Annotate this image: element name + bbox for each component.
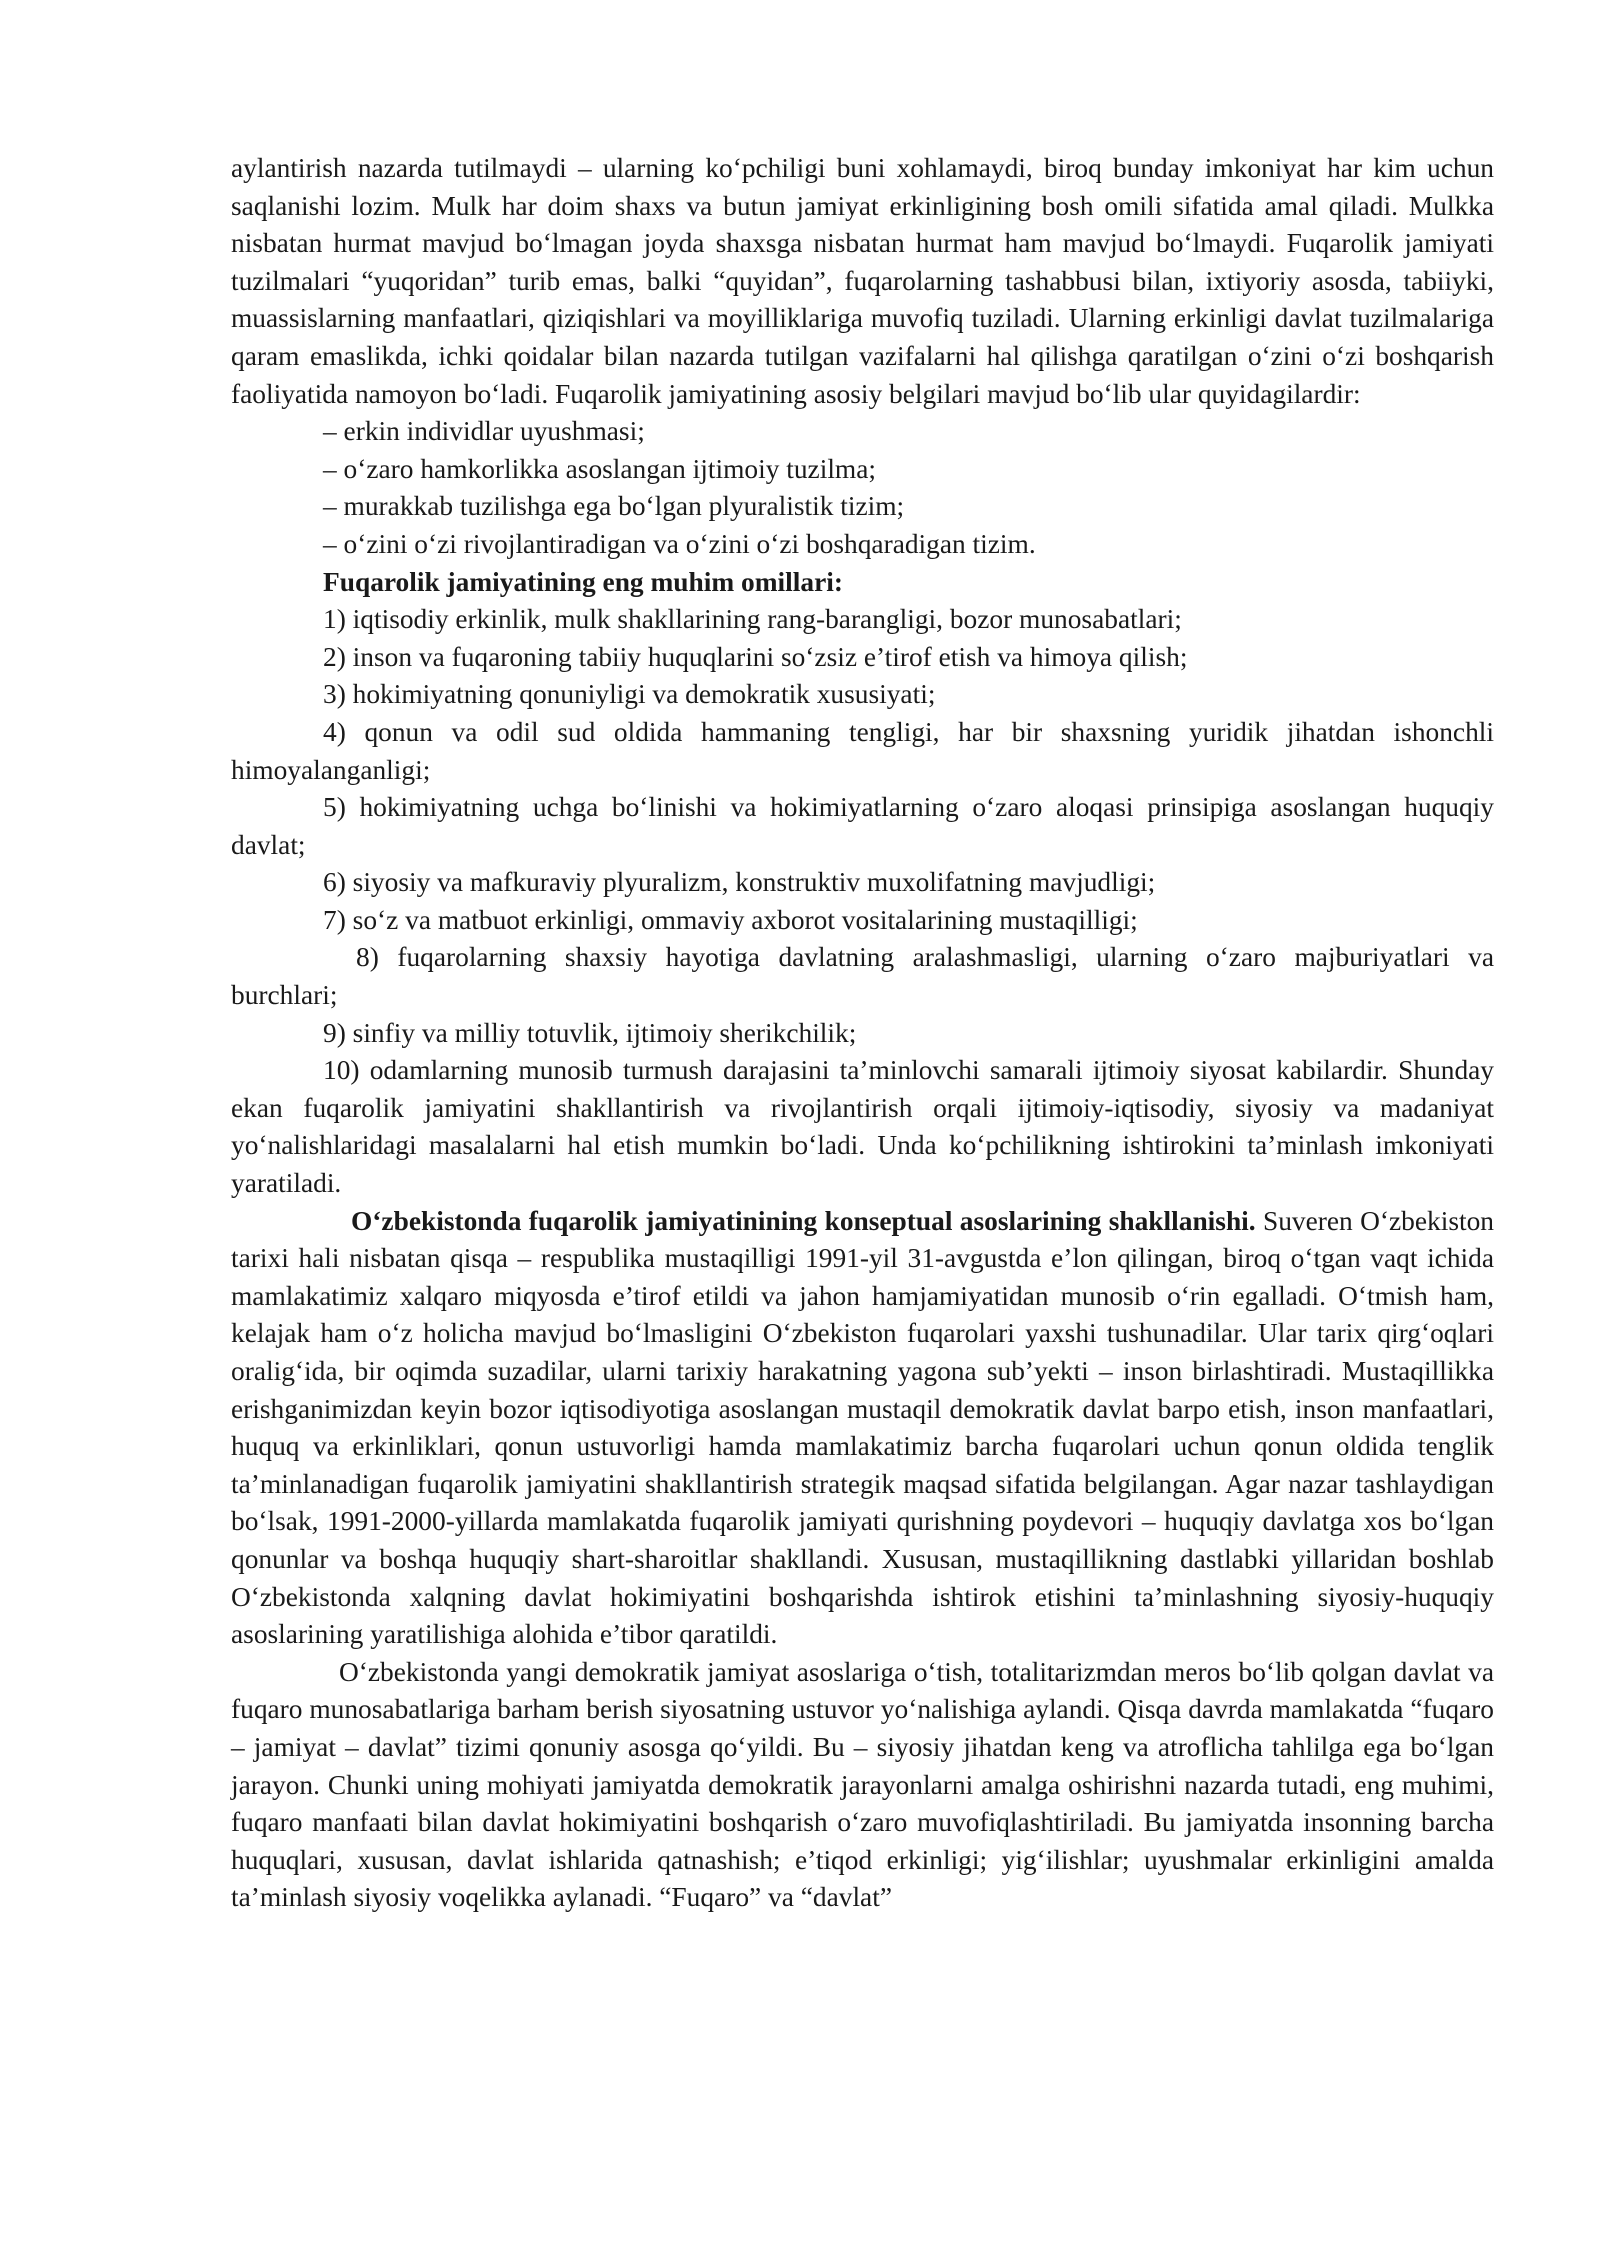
factors-list [231, 601, 1494, 1203]
section-body: Suveren O‘zbekiston tarixi hali nisbatan qisqa – respublika mustaqilligi 1991-yil 31-avgustda e’lon qilingan, biroq o‘tgan vaqt ichida mamlakatimiz xalqaro miqyosda e’tirof etildi va jahon hamjamiyatidan munosib o‘rin egalladi. O‘tmish ham, kelajak ham o‘z holicha mavjud bo‘lmasligini O‘zbekiston fuqarolari yaxshi tushunadilar. Ular tarix qirg‘oqlari oralig‘ida, bir oqimda suzadilar, ularni tarixiy harakatning yagona sub’yekti – inson birlashtiradi. Mustaqillikka erishganimizdan keyin bozor iqtisodiyotiga asoslangan mustaqil demokratik davlat barpo etish, inson manfaatlari, huquq va erkinliklari, qonun ustuvorligi hamda mamlakatimiz barcha fuqarolari uchun qonun oldida tenglik ta’minlanadigan fuqarolik jamiyatini shakllantirish strategik maqsad sifatida belgilangan. Agar nazar tashlaydigan bo‘lsak, 1991-2000-yillarda mamlakatda fuqarolik jamiyati qurishning poydevori – huquqiy davlatga xos bo‘lgan qonunlar va boshqa huquqiy shart-sharoitlar shakllandi. Xususan, mustaqillikning dastlabki yillaridan boshlab O‘zbekistonda xalqning davlat hokimiyatini boshqarishda ishtirok etishini ta’minlashning siyosiy-huquqiy asoslarining yaratilishiga alohida e’tibor qaratildi. [231, 1205, 1494, 1650]
final-paragraph: O‘zbekistonda yangi demokratik jamiyat asoslariga o‘tish, totalitarizmdan meros bo‘lib qolgan davlat va fuqaro munosabatlariga barham berish siyosatning ustuvor yo‘nalishiga aylandi. Qisqa davrda mamlakatda “fuqaro – jamiyat – davlat” tizimi qonuniy asosga qo‘yildi. Bu – siyosiy jihatdan keng va atroflicha tahlilga ega bo‘lgan jarayon. Chunki uning mohiyati jamiyatda demokratik jarayonlarni amalga oshirishni nazarda tutadi, eng muhimi, fuqaro manfaati bilan davlat hokimiyatini boshqarish o‘zaro muvofiqlashtiriladi. Bu jamiyatda insonning barcha huquqlari, xususan, davlat ishlarida qatnashish; e’tiqod erkinligi; yig‘ilishlar; uyushmalar erkinligini amalda ta’minlash siyosiy voqelikka aylanadi. “Fuqaro” va “davlat” [231, 1656, 1494, 1913]
feature-item: – erkin individlar uyushmasi; [323, 416, 645, 447]
section-paragraph [231, 1203, 1494, 1654]
factor-item: 10) odamlarning munosib turmush darajasini ta’minlovchi samarali ijtimoiy siyosat kabilardir. Shunday ekan fuqarolik jamiyatini shakllantirish va rivojlantirish orqali ijtimoiy-iqtisodiy, siyosiy va madaniyat yo‘nalishlaridagi masalalarni hal etish mumkin bo‘ladi. Unda ko‘pchilikning ishtirokini ta’minlash imkoniyati yaratiladi. [231, 1055, 1494, 1199]
section-heading: O‘zbekistonda fuqarolik jamiyatinining konseptual asoslarining shakllanishi. [351, 1205, 1256, 1236]
factors-heading: Fuqarolik jamiyatining eng muhim omillari: [323, 566, 843, 597]
factor-item: 7) so‘z va matbuot erkinligi, ommaviy axborot vositalarining mustaqilligi; [323, 904, 1138, 935]
factor-item: 9) sinfiy va milliy totuvlik, ijtimoiy sherikchilik; [323, 1017, 857, 1048]
factor-item: 3) hokimiyatning qonuniyligi va demokratik xususiyati; [323, 679, 936, 710]
features-list [231, 413, 1494, 563]
factor-item: 2) inson va fuqaroning tabiiy huquqlarini so‘zsiz e’tirof etish va himoya qilish; [323, 641, 1188, 672]
factor-item: 6) siyosiy va mafkuraviy plyuralizm, konstruktiv muxolifatning mavjudligi; [323, 867, 1156, 898]
factor-item: 8) fuqarolarning shaxsiy hayotiga davlatning aralashmasligi, ularning o‘zaro majburiyatlari va burchlari; [231, 942, 1494, 1011]
feature-item: – murakkab tuzilishga ega bo‘lgan plyuralistik tizim; [323, 491, 905, 522]
intro-paragraph: aylantirish nazarda tutilmaydi – ularning ko‘pchiligi buni xohlamaydi, biroq bunday imkoniyat har kim uchun saqlanishi lozim. Mulk har doim shaxs va butun jamiyat erkinligining bosh omili sifatida amal qiladi. Mulkka nisbatan hurmat mavjud bo‘lmagan joyda shaxsga nisbatan hurmat ham mavjud bo‘lmaydi. Fuqarolik jamiyati tuzilmalari “yuqoridan” turib emas, balki “quyidan”, fuqarolarning tashabbusi bilan, ixtiyoriy asosda, tabiiyki, muassislarning manfaatlari, qiziqishlari va moyilliklariga muvofiq tuziladi. Ularning erkinligi davlat tuzilmalariga qaram emaslikda, ichki qoidalar bilan nazarda tutilgan vazifalarni hal qilishga qaratilgan o‘zini o‘zi boshqarish faoliyatida namoyon bo‘ladi. Fuqarolik jamiyatining asosiy belgilari mavjud bo‘lib ular quyidagilardir: [231, 153, 1494, 409]
feature-item: – o‘zaro hamkorlikka asoslangan ijtimoiy tuzilma; [323, 453, 877, 484]
factor-item: 1) iqtisodiy erkinlik, mulk shakllarining rang-barangligi, bozor munosabatlari; [323, 604, 1182, 635]
factor-item: 5) hokimiyatning uchga bo‘linishi va hokimiyatlarning o‘zaro aloqasi prinsipiga asoslangan huquqiy davlat; [231, 792, 1494, 860]
factor-item: 4) qonun va odil sud oldida hammaning tengligi, har bir shaxsning yuridik jihatdan ishonchli himoyalanganligi; [231, 716, 1494, 785]
feature-item: – o‘zini o‘zi rivojlantiradigan va o‘zini o‘zi boshqaradigan tizim. [323, 528, 1036, 559]
document-page [231, 150, 1494, 1917]
